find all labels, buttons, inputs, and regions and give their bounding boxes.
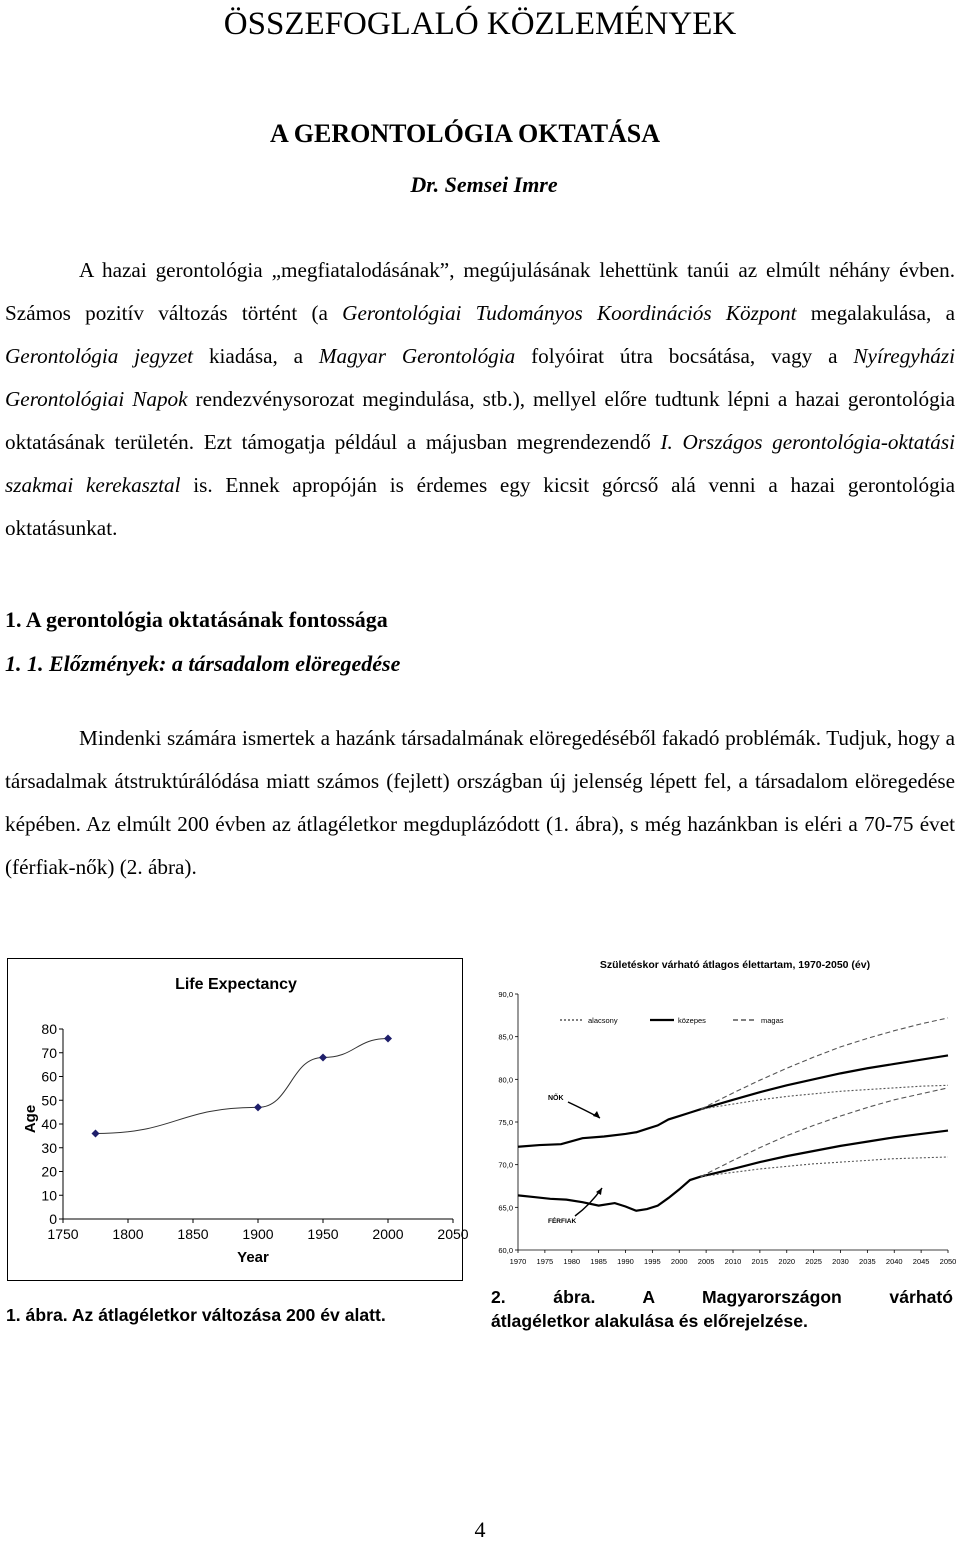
italic-run: Nyíregyházi Gerontológiai Napok xyxy=(5,344,956,411)
y-tick-label: 50 xyxy=(41,1092,57,1109)
aging-paragraph xyxy=(5,717,955,889)
annotation-label: FÉRFIAK xyxy=(548,1218,577,1225)
x-tick-label: 2050 xyxy=(437,1226,469,1242)
intro-paragraph xyxy=(5,249,955,550)
figure-1 xyxy=(7,958,469,1281)
page-number: 4 xyxy=(474,1517,486,1542)
x-tick-label: 2035 xyxy=(859,1257,876,1266)
y-tick-label: 20 xyxy=(41,1163,57,1180)
figure-1-caption: 1. ábra. Az átlagéletkor változása 200 év alatt. xyxy=(6,1305,386,1325)
chart-title: Life Expectancy xyxy=(175,976,297,993)
aging-paragraph-text: Mindenki számára ismertek a hazánk társadalmának elöregedéséből fakadó problémák. Tudjuk, hogy a társadalmak átstruktúrálódása miatt számos (fejlett) országban új jelenség lépett fel, a társadalom elöregedése képében. Az elmúlt 200 évben az átlagéletkor megduplázódott (1. ábra), s még hazánkban is eléri a 70-75 évet (férfiak-nők) (2. ábra). xyxy=(5,726,955,879)
text-run: A hazai gerontológia „megfiatalodásának”, megújulásának lehettünk tanúi az elmúlt néhány évben. Számos pozitív változás történt (a xyxy=(5,258,955,325)
x-tick-label: 2010 xyxy=(724,1257,742,1266)
x-tick-label: 1980 xyxy=(563,1257,581,1266)
x-tick-label: 2030 xyxy=(832,1257,849,1266)
italic-run: Magyar Gerontológia xyxy=(318,344,516,368)
x-tick-label: 2015 xyxy=(751,1257,769,1266)
subsection-heading: 1. 1. Előzmények: a társadalom elöregedése xyxy=(5,651,401,676)
series-line xyxy=(96,1039,389,1134)
series-line xyxy=(518,1055,948,1146)
text-run: folyóirat útra bocsátása, vagy a xyxy=(515,344,854,368)
series-line xyxy=(518,1131,948,1211)
x-tick-label: 1950 xyxy=(307,1226,339,1242)
x-tick-label: 1800 xyxy=(112,1226,144,1242)
y-tick-label: 85,0 xyxy=(498,1032,513,1042)
text-run: is. Ennek apropóján is érdemes egy kicsit górcső alá venni a hazai gerontológia oktatásunkat. xyxy=(5,473,955,540)
y-axis-label: Age xyxy=(22,1104,39,1134)
y-tick-label: 0 xyxy=(49,1211,57,1227)
x-tick-label: 2000 xyxy=(372,1226,404,1242)
x-tick-label: 1985 xyxy=(590,1257,607,1266)
y-tick-label: 10 xyxy=(41,1187,57,1204)
x-tick-label: 2000 xyxy=(670,1257,688,1266)
y-tick-label: 70 xyxy=(41,1044,57,1061)
x-tick-label: 2005 xyxy=(697,1257,715,1266)
section-heading: 1. A gerontológia oktatásának fontossága xyxy=(5,607,388,632)
text-run: kiadása, a xyxy=(193,344,319,368)
text-run: megalakulása, a xyxy=(796,301,955,325)
article-title: A GERONTOLÓGIA OKTATÁSA xyxy=(269,119,661,148)
article-author: Dr. Semsei Imre xyxy=(410,172,558,197)
x-tick-label: 2025 xyxy=(805,1257,822,1266)
y-tick-label: 40 xyxy=(41,1116,57,1132)
chart-title: Születéskor várható átlagos élettartam, 1970-2050 (év) xyxy=(599,959,871,971)
x-tick-label: 2045 xyxy=(912,1257,930,1266)
y-tick-label: 80 xyxy=(41,1021,57,1037)
data-point xyxy=(254,1103,262,1111)
italic-run: Gerontológia jegyzet xyxy=(5,344,194,368)
y-tick-label: 75,0 xyxy=(498,1118,513,1127)
document-header: ÖSSZEFOGLALÓ KÖZLEMÉNYEK xyxy=(223,6,737,42)
x-tick-label: 1900 xyxy=(242,1226,274,1242)
legend-label: alacsony xyxy=(588,1016,618,1025)
y-tick-label: 60,0 xyxy=(498,1246,513,1255)
y-tick-label: 70,0 xyxy=(498,1160,513,1170)
y-tick-label: 65,0 xyxy=(498,1203,513,1213)
life-expectancy-chart xyxy=(8,959,469,1279)
hungary-life-expectancy-chart xyxy=(490,950,957,1278)
data-point xyxy=(384,1035,392,1043)
text-run: rendezvénysorozat megindulása, stb.), mellyel előre tudtunk lépni a hazai gerontológia oktatásának területén. Ezt támogatja például a májusban megrendezendő xyxy=(5,387,955,454)
x-tick-label: 1970 xyxy=(509,1257,527,1266)
x-tick-label: 1750 xyxy=(47,1226,79,1242)
y-tick-label: 60 xyxy=(41,1068,57,1085)
x-tick-label: 2040 xyxy=(885,1257,903,1266)
legend-label: magas xyxy=(761,1016,784,1025)
data-point xyxy=(92,1130,100,1138)
x-tick-label: 1995 xyxy=(644,1257,661,1266)
figure-2-caption xyxy=(491,1285,953,1333)
legend-label: közepes xyxy=(678,1016,706,1025)
x-tick-label: 1850 xyxy=(177,1226,209,1242)
figure-2-caption-line2: átlagéletkor alakulása és előrejelzése. xyxy=(491,1311,808,1331)
data-point xyxy=(319,1054,327,1062)
annotation-label: NŐK xyxy=(548,1095,564,1102)
series-line xyxy=(701,1018,948,1109)
y-tick-label: 80,0 xyxy=(498,1075,513,1085)
figure-2-caption-line1: 2. ábra. A Magyarországon várható xyxy=(491,1287,953,1307)
series-line xyxy=(701,1085,948,1109)
y-tick-label: 30 xyxy=(41,1139,57,1156)
italic-run: Gerontológiai Tudományos Koordinációs Központ xyxy=(342,301,797,325)
x-tick-label: 1990 xyxy=(617,1257,634,1266)
x-tick-label: 2020 xyxy=(778,1257,796,1266)
x-tick-label: 1975 xyxy=(536,1257,554,1266)
italic-run: I. Országos gerontológia-oktatási szakmai kerekasztal xyxy=(5,430,956,497)
y-tick-label: 90,0 xyxy=(498,990,513,999)
figure-2 xyxy=(490,950,957,1278)
x-tick-label: 2050 xyxy=(939,1257,957,1266)
x-axis-label: Year xyxy=(237,1249,269,1266)
